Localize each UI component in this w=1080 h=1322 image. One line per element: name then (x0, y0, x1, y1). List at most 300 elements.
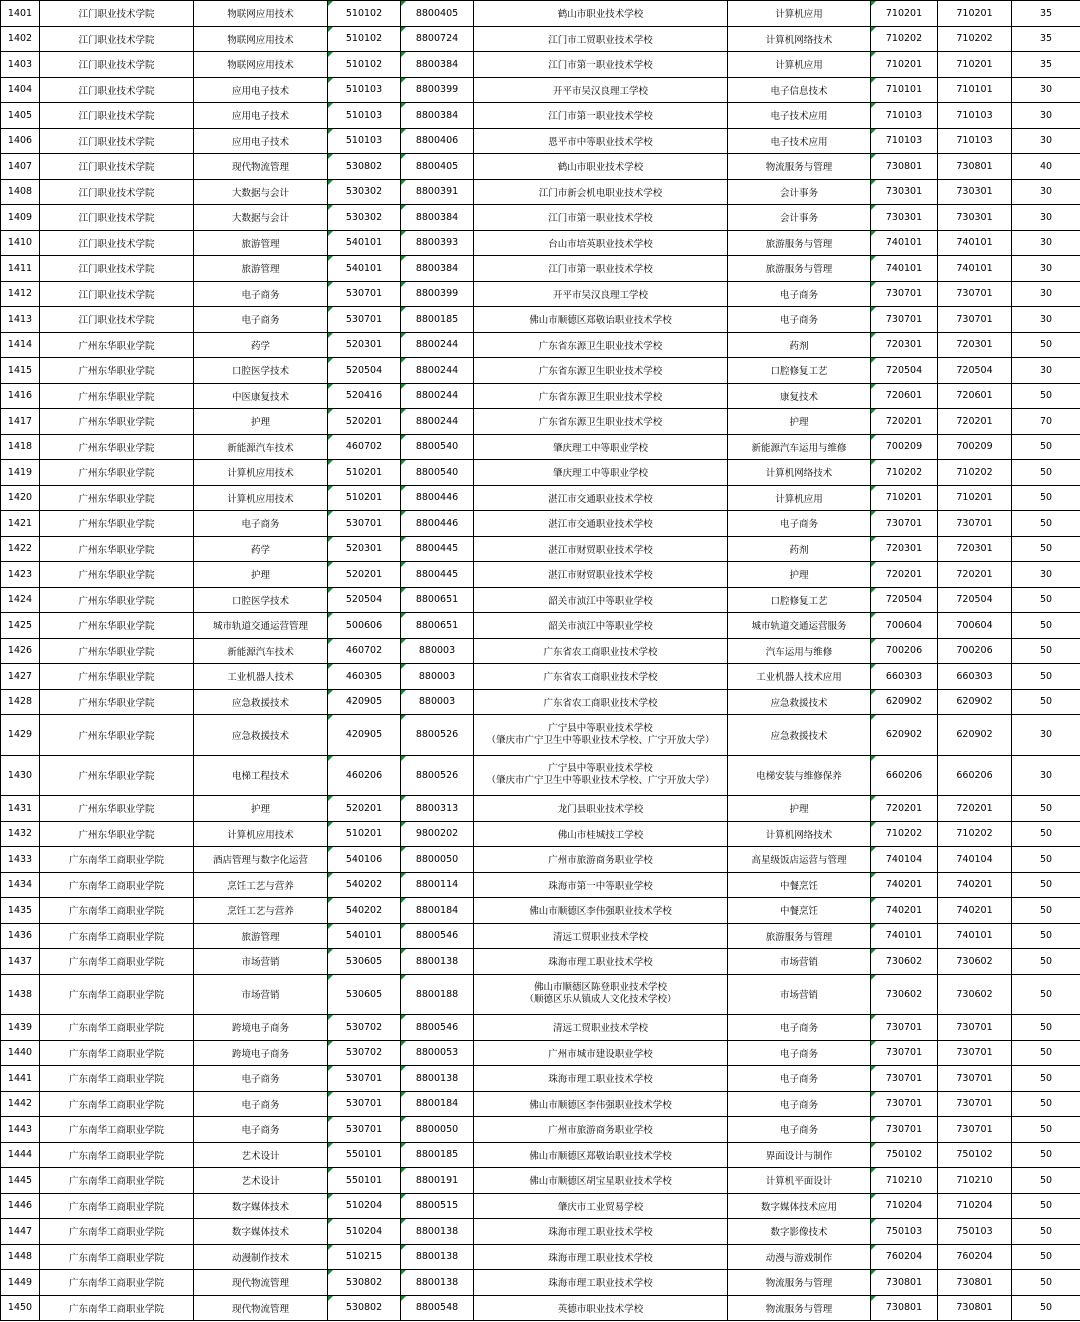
secondary-school: 佛山市顺德区李伟强职业技术学校 (474, 1091, 728, 1117)
secondary-school: 佛山市桂城技工学校 (474, 821, 728, 847)
higher-major-code: 520201 (328, 409, 401, 435)
secondary-major: 城市轨道交通运营服务 (728, 613, 871, 639)
secondary-school-code: 8800724 (401, 26, 474, 52)
table-row (1, 1168, 1080, 1194)
higher-major-code: 540202 (328, 898, 401, 924)
secondary-school: 开平市吴汉良理工学校 (474, 77, 728, 103)
higher-major-code: 510201 (328, 821, 401, 847)
secondary-major: 电子商务 (728, 1091, 871, 1117)
college-name: 广东南华工商职业学院 (40, 1142, 194, 1168)
secondary-school-code: 8800138 (401, 1066, 474, 1092)
higher-major: 电子商务 (194, 1066, 328, 1092)
higher-major-code: 460305 (328, 664, 401, 690)
secondary-major: 市场营销 (728, 949, 871, 975)
table-row (1, 755, 1080, 796)
secondary-major-code-2: 730301 (938, 205, 1012, 231)
secondary-major-code: 710103 (871, 128, 938, 154)
college-name: 广州东华职业学院 (40, 409, 194, 435)
enrollment-quota: 50 (1012, 821, 1080, 847)
higher-major-code: 510103 (328, 128, 401, 154)
secondary-school: 广东省农工商职业技术学校 (474, 664, 728, 690)
secondary-major-code: 720201 (871, 409, 938, 435)
secondary-major-code: 740201 (871, 872, 938, 898)
row-number: 1415 (1, 358, 40, 384)
higher-major-code: 510102 (328, 26, 401, 52)
secondary-school: 广州市旅游商务职业学校 (474, 847, 728, 873)
secondary-major-code-2: 760204 (938, 1244, 1012, 1270)
secondary-school-main: 广宁县中等职业技术学校 (548, 722, 653, 734)
enrollment-quota: 50 (1012, 949, 1080, 975)
secondary-major-code-2: 730701 (938, 307, 1012, 333)
table-row (1, 409, 1080, 435)
college-name: 广州东华职业学院 (40, 715, 194, 756)
higher-major: 市场营销 (194, 949, 328, 975)
secondary-major-code-2: 740101 (938, 230, 1012, 256)
row-number: 1411 (1, 256, 40, 282)
higher-major: 现代物流管理 (194, 1295, 328, 1321)
secondary-school: 广东省东源卫生职业技术学校 (474, 409, 728, 435)
secondary-major-code-2: 720301 (938, 536, 1012, 562)
secondary-major: 数字影像技术 (728, 1219, 871, 1245)
enrollment-quota: 50 (1012, 332, 1080, 358)
college-name: 广州东华职业学院 (40, 755, 194, 796)
higher-major-code: 510204 (328, 1219, 401, 1245)
secondary-school-code: 8800540 (401, 460, 474, 486)
secondary-school-code: 9800202 (401, 821, 474, 847)
table-row (1, 1270, 1080, 1296)
college-name: 广州东华职业学院 (40, 460, 194, 486)
table-row (1, 587, 1080, 613)
enrollment-quota: 30 (1012, 562, 1080, 588)
secondary-major-code-2: 750103 (938, 1219, 1012, 1245)
row-number: 1449 (1, 1270, 40, 1296)
higher-major: 护理 (194, 409, 328, 435)
higher-major-code: 510201 (328, 485, 401, 511)
secondary-major-code: 710201 (871, 485, 938, 511)
secondary-school-code: 8800526 (401, 755, 474, 796)
table-row (1, 536, 1080, 562)
higher-major: 旅游管理 (194, 923, 328, 949)
secondary-school: 珠海市理工职业技术学校 (474, 1244, 728, 1270)
table-row (1, 1117, 1080, 1143)
table-row (1, 974, 1080, 1015)
secondary-major: 工业机器人技术应用 (728, 664, 871, 690)
secondary-school-code: 8800114 (401, 872, 474, 898)
higher-major-code: 530605 (328, 974, 401, 1015)
secondary-school (474, 974, 728, 1015)
higher-major-code: 500606 (328, 613, 401, 639)
college-name: 广州东华职业学院 (40, 664, 194, 690)
enrollment-quota: 50 (1012, 1168, 1080, 1194)
higher-major-code: 510215 (328, 1244, 401, 1270)
higher-major: 应急救援技术 (194, 715, 328, 756)
college-name: 广东南华工商职业学院 (40, 1091, 194, 1117)
row-number: 1408 (1, 179, 40, 205)
higher-major-code: 530302 (328, 179, 401, 205)
college-name: 广东南华工商职业学院 (40, 1219, 194, 1245)
secondary-major: 计算机网络技术 (728, 821, 871, 847)
secondary-school: 湛江市财贸职业技术学校 (474, 562, 728, 588)
secondary-school-code: 880003 (401, 689, 474, 715)
college-name: 广东南华工商职业学院 (40, 872, 194, 898)
higher-major: 城市轨道交通运营管理 (194, 613, 328, 639)
row-number: 1403 (1, 52, 40, 78)
secondary-school-code: 8800053 (401, 1040, 474, 1066)
enrollment-quota: 50 (1012, 1270, 1080, 1296)
table-row (1, 332, 1080, 358)
secondary-major-code-2: 720504 (938, 587, 1012, 613)
secondary-school-code: 8800184 (401, 1091, 474, 1117)
enrollment-quota: 50 (1012, 1219, 1080, 1245)
table-row (1, 638, 1080, 664)
secondary-school-code: 8800526 (401, 715, 474, 756)
enrollment-quota: 50 (1012, 485, 1080, 511)
row-number: 1417 (1, 409, 40, 435)
enrollment-quota: 50 (1012, 613, 1080, 639)
table-row (1, 949, 1080, 975)
higher-major-code: 530701 (328, 281, 401, 307)
secondary-major: 计算机平面设计 (728, 1168, 871, 1194)
secondary-major-code-2: 730701 (938, 511, 1012, 537)
table-row (1, 256, 1080, 282)
secondary-school-code: 8800546 (401, 1015, 474, 1041)
higher-major-code: 540101 (328, 230, 401, 256)
table-row (1, 1142, 1080, 1168)
enrollment-quota: 35 (1012, 26, 1080, 52)
secondary-school-code: 8800548 (401, 1295, 474, 1321)
college-name: 江门职业技术学院 (40, 52, 194, 78)
secondary-school: 湛江市交通职业技术学校 (474, 511, 728, 537)
higher-major: 计算机应用技术 (194, 460, 328, 486)
secondary-major-code: 710201 (871, 1, 938, 27)
secondary-major-code-2: 730701 (938, 1040, 1012, 1066)
enrollment-quota: 50 (1012, 536, 1080, 562)
enrollment-quota: 30 (1012, 205, 1080, 231)
secondary-major-code: 710202 (871, 460, 938, 486)
enrollment-quota: 30 (1012, 179, 1080, 205)
secondary-school-code: 8800405 (401, 154, 474, 180)
secondary-school-code: 8800050 (401, 1117, 474, 1143)
secondary-school: 鹤山市职业技术学校 (474, 1, 728, 27)
secondary-major-code: 730701 (871, 1066, 938, 1092)
higher-major-code: 530701 (328, 307, 401, 333)
higher-major-code: 520504 (328, 587, 401, 613)
secondary-school-alias: （顺德区乐从镇成人文化技术学校） (524, 994, 677, 1006)
secondary-school-main: 佛山市顺德区陈登职业技术学校 (533, 982, 667, 994)
enrollment-quota: 50 (1012, 974, 1080, 1015)
table-row (1, 1244, 1080, 1270)
secondary-major-code: 710202 (871, 26, 938, 52)
row-number: 1405 (1, 103, 40, 129)
row-number: 1445 (1, 1168, 40, 1194)
secondary-major-code: 720201 (871, 562, 938, 588)
table-row (1, 281, 1080, 307)
secondary-school: 开平市吴汉良理工学校 (474, 281, 728, 307)
college-name: 广东南华工商职业学院 (40, 1015, 194, 1041)
higher-major-code: 530701 (328, 1117, 401, 1143)
secondary-major-code: 720601 (871, 383, 938, 409)
enrollment-quota: 30 (1012, 256, 1080, 282)
enrollment-quota: 30 (1012, 77, 1080, 103)
secondary-major: 护理 (728, 409, 871, 435)
secondary-school-code: 8800384 (401, 103, 474, 129)
row-number: 1441 (1, 1066, 40, 1092)
secondary-major-code-2: 740101 (938, 256, 1012, 282)
college-name: 广州东华职业学院 (40, 485, 194, 511)
secondary-school: 广东省东源卫生职业技术学校 (474, 332, 728, 358)
secondary-school-code: 8800138 (401, 949, 474, 975)
table-body (1, 1, 1080, 1321)
enrollment-quota: 30 (1012, 358, 1080, 384)
college-name: 广州东华职业学院 (40, 511, 194, 537)
enrollment-quota: 30 (1012, 128, 1080, 154)
row-number: 1438 (1, 974, 40, 1015)
secondary-school: 珠海市第一中等职业学校 (474, 872, 728, 898)
college-name: 江门职业技术学院 (40, 128, 194, 154)
row-number: 1413 (1, 307, 40, 333)
higher-major-code: 550101 (328, 1142, 401, 1168)
secondary-major-code: 730801 (871, 1295, 938, 1321)
enrollment-quota: 50 (1012, 796, 1080, 822)
secondary-major-code-2: 710202 (938, 821, 1012, 847)
secondary-major: 电子技术应用 (728, 128, 871, 154)
secondary-school-code: 8800185 (401, 307, 474, 333)
row-number: 1421 (1, 511, 40, 537)
table-row (1, 689, 1080, 715)
secondary-major-code: 740104 (871, 847, 938, 873)
secondary-major-code: 730701 (871, 511, 938, 537)
higher-major: 动漫制作技术 (194, 1244, 328, 1270)
secondary-school: 江门市第一职业技术学校 (474, 256, 728, 282)
secondary-major-code-2: 710103 (938, 103, 1012, 129)
secondary-major: 数字媒体技术应用 (728, 1193, 871, 1219)
secondary-major: 电子信息技术 (728, 77, 871, 103)
secondary-major: 计算机网络技术 (728, 460, 871, 486)
row-number: 1409 (1, 205, 40, 231)
row-number: 1418 (1, 434, 40, 460)
higher-major: 物联网应用技术 (194, 52, 328, 78)
enrollment-quota: 50 (1012, 638, 1080, 664)
college-name: 广东南华工商职业学院 (40, 1244, 194, 1270)
secondary-school: 佛山市顺德区胡宝星职业技术学校 (474, 1168, 728, 1194)
secondary-major-code: 660206 (871, 755, 938, 796)
table-row (1, 358, 1080, 384)
table-row (1, 179, 1080, 205)
secondary-major: 应急救援技术 (728, 715, 871, 756)
row-number: 1419 (1, 460, 40, 486)
higher-major: 艺术设计 (194, 1168, 328, 1194)
enrollment-quota: 30 (1012, 715, 1080, 756)
row-number: 1439 (1, 1015, 40, 1041)
secondary-major-code-2: 730801 (938, 154, 1012, 180)
higher-major-code: 540101 (328, 256, 401, 282)
secondary-school: 珠海市理工职业技术学校 (474, 1219, 728, 1245)
higher-major-code: 530702 (328, 1040, 401, 1066)
higher-major: 新能源汽车技术 (194, 434, 328, 460)
secondary-school-code: 8800406 (401, 128, 474, 154)
row-number: 1435 (1, 898, 40, 924)
secondary-school: 佛山市顺德区郑敬诒职业技术学校 (474, 1142, 728, 1168)
secondary-major-code: 710204 (871, 1193, 938, 1219)
higher-major-code: 420905 (328, 689, 401, 715)
higher-major: 电梯工程技术 (194, 755, 328, 796)
secondary-school: 广东省东源卫生职业技术学校 (474, 358, 728, 384)
higher-major-code: 520201 (328, 796, 401, 822)
secondary-major-code: 700604 (871, 613, 938, 639)
row-number: 1402 (1, 26, 40, 52)
secondary-school: 江门市第一职业技术学校 (474, 205, 728, 231)
secondary-major-code-2: 730801 (938, 1270, 1012, 1296)
row-number: 1420 (1, 485, 40, 511)
secondary-major: 高星级饭店运营与管理 (728, 847, 871, 873)
secondary-school-code: 8800185 (401, 1142, 474, 1168)
college-name: 广州东华职业学院 (40, 536, 194, 562)
secondary-major-code-2: 710103 (938, 128, 1012, 154)
higher-major: 应用电子技术 (194, 77, 328, 103)
secondary-major-code-2: 740104 (938, 847, 1012, 873)
table-row (1, 1091, 1080, 1117)
higher-major-code: 530302 (328, 205, 401, 231)
secondary-major: 物流服务与管理 (728, 1270, 871, 1296)
secondary-school: 佛山市顺德区李伟强职业技术学校 (474, 898, 728, 924)
secondary-major-code-2: 730301 (938, 179, 1012, 205)
college-name: 广东南华工商职业学院 (40, 898, 194, 924)
table-row (1, 434, 1080, 460)
table-row (1, 52, 1080, 78)
table-row (1, 460, 1080, 486)
higher-major-code: 540202 (328, 872, 401, 898)
secondary-school: 江门市第一职业技术学校 (474, 52, 728, 78)
secondary-school: 珠海市理工职业技术学校 (474, 949, 728, 975)
secondary-major: 旅游服务与管理 (728, 230, 871, 256)
secondary-major: 新能源汽车运用与维修 (728, 434, 871, 460)
higher-major: 大数据与会计 (194, 179, 328, 205)
secondary-school: 韶关市浈江中等职业学校 (474, 587, 728, 613)
secondary-major-code-2: 710201 (938, 485, 1012, 511)
secondary-major-code-2: 710202 (938, 26, 1012, 52)
enrollment-quota: 50 (1012, 1015, 1080, 1041)
row-number: 1429 (1, 715, 40, 756)
higher-major-code: 520201 (328, 562, 401, 588)
row-number: 1444 (1, 1142, 40, 1168)
enrollment-quota: 50 (1012, 664, 1080, 690)
row-number: 1436 (1, 923, 40, 949)
college-name: 江门职业技术学院 (40, 26, 194, 52)
secondary-school-code: 8800546 (401, 923, 474, 949)
higher-major-code: 520416 (328, 383, 401, 409)
row-number: 1437 (1, 949, 40, 975)
row-number: 1434 (1, 872, 40, 898)
secondary-school: 清远工贸职业技术学校 (474, 1015, 728, 1041)
secondary-major-code: 660303 (871, 664, 938, 690)
college-name: 广东南华工商职业学院 (40, 1168, 194, 1194)
secondary-major-code: 730301 (871, 205, 938, 231)
secondary-major-code-2: 720201 (938, 409, 1012, 435)
enrollment-quota: 50 (1012, 460, 1080, 486)
secondary-school: 肇庆理工中等职业学校 (474, 434, 728, 460)
secondary-school: 江门市第一职业技术学校 (474, 103, 728, 129)
college-name: 江门职业技术学院 (40, 77, 194, 103)
higher-major: 应用电子技术 (194, 103, 328, 129)
secondary-major: 电子商务 (728, 1066, 871, 1092)
secondary-major-code: 710103 (871, 103, 938, 129)
secondary-school-code: 8800244 (401, 409, 474, 435)
secondary-major-code: 760204 (871, 1244, 938, 1270)
enrollment-quota: 50 (1012, 872, 1080, 898)
secondary-school-code: 8800244 (401, 383, 474, 409)
higher-major-code: 550101 (328, 1168, 401, 1194)
higher-major-code: 510103 (328, 77, 401, 103)
secondary-major-code-2: 660303 (938, 664, 1012, 690)
secondary-school: 恩平市中等职业技术学校 (474, 128, 728, 154)
secondary-major-code: 620902 (871, 715, 938, 756)
college-name: 江门职业技术学院 (40, 230, 194, 256)
secondary-major-code-2: 710101 (938, 77, 1012, 103)
secondary-major-code-2: 730701 (938, 1117, 1012, 1143)
table-row (1, 847, 1080, 873)
row-number: 1423 (1, 562, 40, 588)
secondary-major-code-2: 740201 (938, 898, 1012, 924)
secondary-major-code-2: 720201 (938, 796, 1012, 822)
higher-major: 工业机器人技术 (194, 664, 328, 690)
secondary-school-code: 8800244 (401, 332, 474, 358)
secondary-school-code: 8800384 (401, 205, 474, 231)
enrollment-quota: 50 (1012, 434, 1080, 460)
college-name: 广东南华工商职业学院 (40, 1040, 194, 1066)
secondary-major-code-2: 710210 (938, 1168, 1012, 1194)
higher-major: 电子商务 (194, 307, 328, 333)
secondary-school: 广东省东源卫生职业技术学校 (474, 383, 728, 409)
secondary-major-code-2: 700209 (938, 434, 1012, 460)
higher-major: 计算机应用技术 (194, 485, 328, 511)
secondary-major-code: 730602 (871, 974, 938, 1015)
row-number: 1431 (1, 796, 40, 822)
row-number: 1425 (1, 613, 40, 639)
secondary-school-code: 8800138 (401, 1244, 474, 1270)
secondary-major: 旅游服务与管理 (728, 923, 871, 949)
table-row (1, 1040, 1080, 1066)
table-row (1, 562, 1080, 588)
secondary-school: 佛山市顺德区郑敬诒职业技术学校 (474, 307, 728, 333)
secondary-major: 电子商务 (728, 1015, 871, 1041)
table-row (1, 796, 1080, 822)
secondary-major-code-2: 730801 (938, 1295, 1012, 1321)
secondary-major: 中餐烹饪 (728, 872, 871, 898)
table-row (1, 511, 1080, 537)
secondary-school: 肇庆市工业贸易学校 (474, 1193, 728, 1219)
secondary-major-code: 730701 (871, 1091, 938, 1117)
secondary-major-code-2: 730602 (938, 949, 1012, 975)
college-name: 江门职业技术学院 (40, 103, 194, 129)
secondary-major: 中餐烹饪 (728, 898, 871, 924)
higher-major: 烹饪工艺与营养 (194, 872, 328, 898)
college-name: 广州东华职业学院 (40, 638, 194, 664)
secondary-school-code: 8800405 (401, 1, 474, 27)
higher-major-code: 530802 (328, 154, 401, 180)
enrollment-quota: 50 (1012, 1091, 1080, 1117)
higher-major-code: 530802 (328, 1295, 401, 1321)
table-row (1, 664, 1080, 690)
secondary-major-code: 710202 (871, 821, 938, 847)
secondary-school-code: 8800244 (401, 358, 474, 384)
secondary-major: 电子商务 (728, 1117, 871, 1143)
higher-major: 物联网应用技术 (194, 1, 328, 27)
secondary-major: 计算机网络技术 (728, 26, 871, 52)
enrollment-quota: 50 (1012, 1193, 1080, 1219)
secondary-school (474, 755, 728, 796)
secondary-school (474, 715, 728, 756)
table-row (1, 128, 1080, 154)
